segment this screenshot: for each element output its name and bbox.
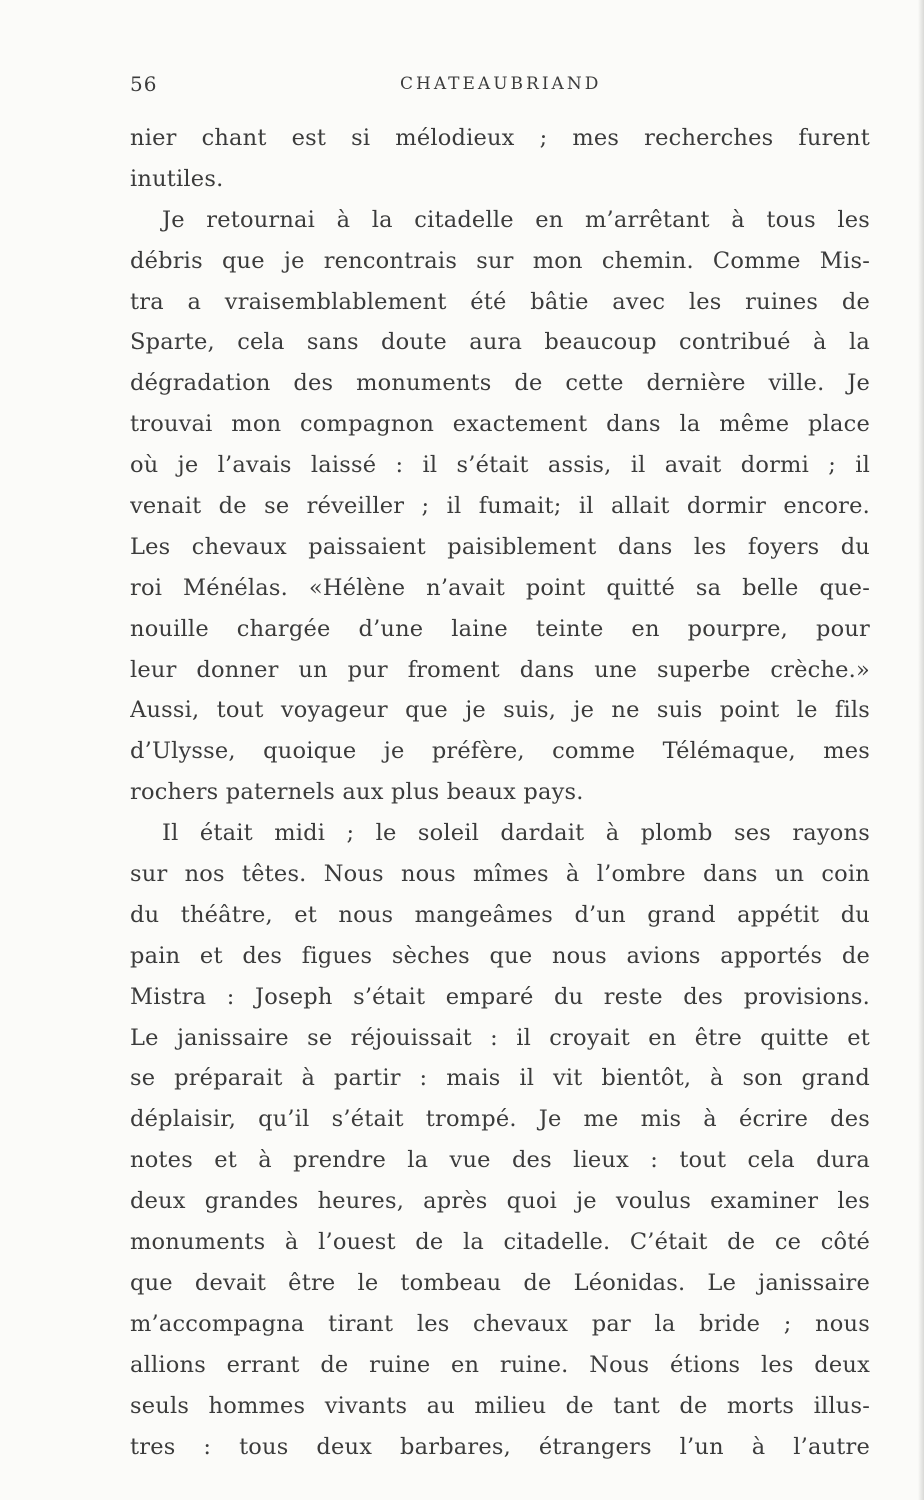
text-line: leur donner un pur froment dans une superbe crèche.»: [130, 656, 870, 683]
running-title: CHATEAUBRIAND: [400, 74, 602, 94]
text-line: roi Ménélas. «Hélène n’avait point quitté sa belle que-: [130, 574, 870, 601]
text-line: rochers paternels aux plus beaux pays.: [130, 779, 584, 806]
text-line: nouille chargée d’une laine teinte en pourpre, pour: [130, 615, 870, 642]
text-line: que devait être le tombeau de Léonidas. Le janissaire: [130, 1269, 870, 1296]
text-line: pain et des figues sèches que nous avions apportés de: [130, 942, 870, 969]
text-line: Sparte, cela sans doute aura beaucoup contribué à la: [130, 329, 870, 356]
text-line: déplaisir, qu’il s’était trompé. Je me mis à écrire des: [130, 1106, 870, 1133]
text-line: d’Ulysse, quoique je préfère, comme Télémaque, mes: [130, 738, 870, 765]
text-line: Aussi, tout voyageur que je suis, je ne suis point le fils: [130, 697, 870, 724]
text-line: venait de se réveiller ; il fumait; il allait dormir encore.: [130, 493, 870, 520]
text-line: débris que je rencontrais sur mon chemin. Comme Mis-: [130, 247, 870, 274]
text-line: du théâtre, et nous mangeâmes d’un grand appétit du: [130, 901, 870, 928]
text-line: trouvai mon compagnon exactement dans la même place: [130, 411, 870, 438]
text-line: m’accompagna tirant les chevaux par la bride ; nous: [130, 1310, 870, 1337]
text-line: tra a vraisemblablement été bâtie avec les ruines de: [130, 288, 870, 315]
text-line: où je l’avais laissé : il s’était assis, il avait dormi ; il: [130, 452, 870, 479]
running-head: [130, 72, 870, 102]
text-line: monuments à l’ouest de la citadelle. C’était de ce côté: [130, 1229, 870, 1256]
text-line: Il était midi ; le soleil dardait à plomb ses rayons: [162, 820, 870, 847]
text-line: sur nos têtes. Nous nous mîmes à l’ombre dans un coin: [130, 861, 870, 888]
text-line: allions errant de ruine en ruine. Nous étions les deux: [130, 1351, 870, 1378]
page-edge-shadow: [918, 0, 924, 1500]
text-line: se préparait à partir : mais il vit bientôt, à son grand: [130, 1065, 870, 1092]
text-line: inutiles.: [130, 165, 224, 192]
text-line: seuls hommes vivants au milieu de tant de morts illus-: [130, 1392, 870, 1419]
text-line: notes et à prendre la vue des lieux : tout cela dura: [130, 1147, 870, 1174]
text-line: nier chant est si mélodieux ; mes recherches furent: [130, 125, 870, 151]
text-line: dégradation des monuments de cette dernière ville. Je: [130, 370, 870, 397]
text-line: tres : tous deux barbares, étrangers l’un à l’autre: [130, 1433, 870, 1460]
text-line: Les chevaux paissaient paisiblement dans les foyers du: [130, 533, 870, 560]
body-text: [130, 118, 870, 1467]
text-line: deux grandes heures, après quoi je voulus examiner les: [130, 1188, 870, 1215]
page-number: 56: [130, 72, 158, 96]
text-line: Mistra : Joseph s’était emparé du reste des provisions.: [130, 983, 870, 1010]
text-line: Je retournai à la citadelle en m’arrêtant à tous les: [162, 206, 870, 233]
text-line: Le janissaire se réjouissait : il croyait en être quitte et: [130, 1024, 870, 1051]
